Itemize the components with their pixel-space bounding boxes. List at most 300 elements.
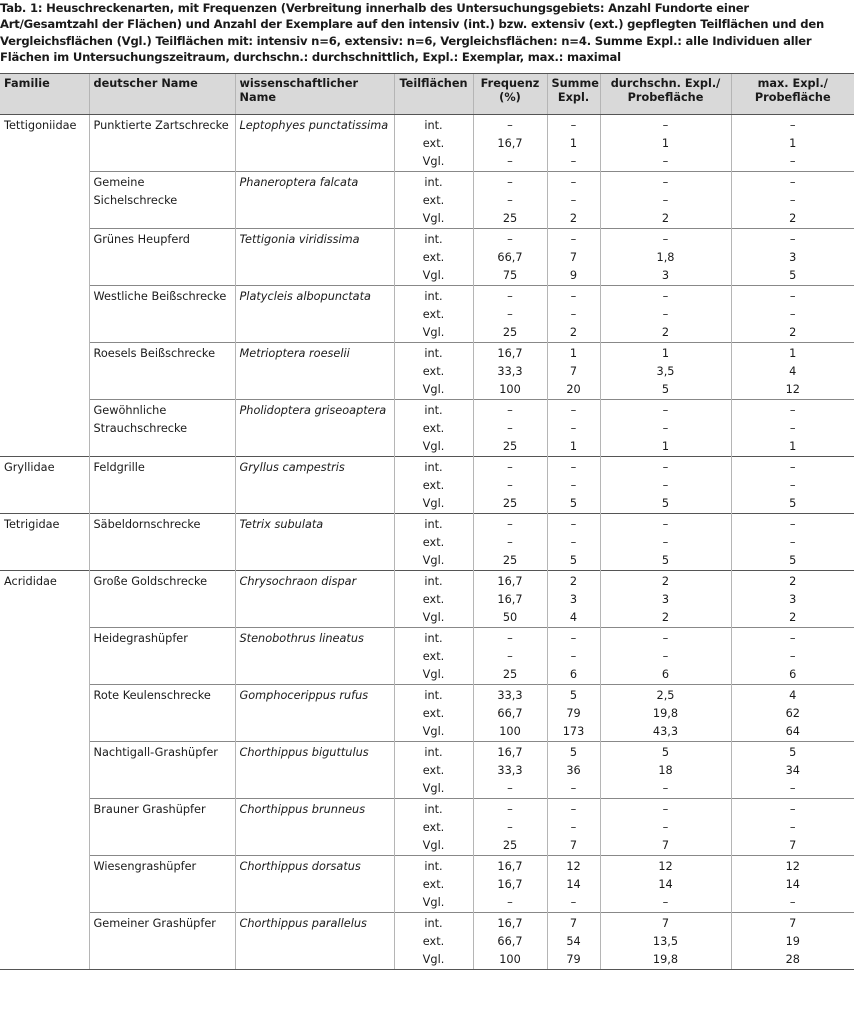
cell-teil bbox=[394, 742, 473, 799]
cell-familie bbox=[0, 115, 89, 172]
cell-deutscher-name bbox=[89, 229, 235, 286]
deutscher-name-text: Westliche Beißschrecke bbox=[93, 290, 227, 303]
cell-max bbox=[731, 343, 854, 400]
cell-summe bbox=[547, 172, 600, 229]
max-value: – bbox=[789, 821, 796, 834]
cell-wissenschaftlicher-name bbox=[235, 571, 394, 628]
cell-teil bbox=[394, 286, 473, 343]
cell-summe bbox=[547, 229, 600, 286]
max-value: – bbox=[789, 803, 796, 816]
cell-summe bbox=[547, 742, 600, 799]
teil-value: int. bbox=[424, 404, 443, 417]
cell-freq bbox=[473, 685, 547, 742]
teil-value: int. bbox=[424, 803, 443, 816]
max-value: – bbox=[789, 404, 796, 417]
cell-deutscher-name bbox=[89, 571, 235, 628]
table-row bbox=[0, 457, 854, 514]
cell-max bbox=[731, 799, 854, 856]
cell-wissenschaftlicher-name bbox=[235, 742, 394, 799]
durch-value: 1 bbox=[661, 440, 670, 453]
durch-value: – bbox=[662, 803, 669, 816]
durch-value: 19,8 bbox=[652, 707, 679, 720]
cell-teil bbox=[394, 685, 473, 742]
cell-summe bbox=[547, 628, 600, 685]
durch-value: – bbox=[662, 518, 669, 531]
teil-value: int. bbox=[424, 746, 443, 759]
wissenschaftlicher-name-text: Chorthippus brunneus bbox=[239, 803, 366, 816]
cell-durch bbox=[600, 400, 731, 457]
table-row bbox=[0, 685, 854, 742]
teil-value: ext. bbox=[422, 650, 445, 663]
teil-value: ext. bbox=[422, 935, 445, 948]
header-frequenz: Frequenz (%) bbox=[473, 74, 547, 115]
cell-wissenschaftlicher-name bbox=[235, 856, 394, 913]
summe-value: 20 bbox=[566, 383, 581, 396]
wissenschaftlicher-name-text: Stenobothrus lineatus bbox=[239, 632, 364, 645]
cell-deutscher-name bbox=[89, 514, 235, 571]
max-value: 4 bbox=[789, 689, 797, 702]
cell-familie bbox=[0, 172, 89, 229]
cell-deutscher-name bbox=[89, 742, 235, 799]
teil-value: ext. bbox=[422, 251, 445, 264]
cell-teil bbox=[394, 115, 473, 172]
freq-value: 33,3 bbox=[497, 365, 523, 378]
durch-value: – bbox=[662, 308, 669, 321]
table-row bbox=[0, 742, 854, 799]
summe-value: – bbox=[570, 404, 577, 417]
cell-max bbox=[731, 400, 854, 457]
teil-value: Vgl. bbox=[422, 953, 445, 966]
freq-value: 25 bbox=[502, 668, 518, 681]
max-value: 62 bbox=[785, 707, 800, 720]
freq-value: – bbox=[507, 422, 513, 435]
max-value: 1 bbox=[789, 440, 797, 453]
max-value: – bbox=[789, 119, 796, 132]
cell-freq bbox=[473, 343, 547, 400]
freq-value: – bbox=[507, 896, 513, 909]
deutscher-name-text: Gewöhnliche Strauchschrecke bbox=[93, 404, 188, 435]
cell-freq bbox=[473, 742, 547, 799]
teil-value: ext. bbox=[422, 821, 445, 834]
durch-value: 1,8 bbox=[656, 251, 675, 264]
max-value: – bbox=[789, 155, 796, 168]
wissenschaftlicher-name-text: Chorthippus dorsatus bbox=[239, 860, 361, 873]
table-row bbox=[0, 343, 854, 400]
summe-value: 1 bbox=[569, 347, 578, 360]
summe-value: 7 bbox=[569, 365, 578, 378]
cell-durch bbox=[600, 685, 731, 742]
cell-freq bbox=[473, 286, 547, 343]
max-value: 5 bbox=[789, 746, 797, 759]
table-row bbox=[0, 514, 854, 571]
table-row bbox=[0, 400, 854, 457]
max-value: 7 bbox=[789, 839, 797, 852]
max-value: 64 bbox=[785, 725, 800, 738]
max-value: 2 bbox=[789, 212, 797, 225]
summe-value: 5 bbox=[569, 554, 578, 567]
durch-value: – bbox=[662, 461, 669, 474]
wissenschaftlicher-name-text: Chorthippus biguttulus bbox=[239, 746, 369, 759]
summe-value: 2 bbox=[569, 212, 578, 225]
max-value: – bbox=[789, 233, 796, 246]
cell-max bbox=[731, 286, 854, 343]
table-body bbox=[0, 115, 854, 970]
freq-value: – bbox=[507, 479, 513, 492]
table-row bbox=[0, 571, 854, 628]
cell-wissenschaftlicher-name bbox=[235, 685, 394, 742]
durch-value: – bbox=[662, 290, 669, 303]
cell-durch bbox=[600, 115, 731, 172]
max-value: 7 bbox=[789, 917, 797, 930]
summe-value: 6 bbox=[569, 668, 578, 681]
cell-max bbox=[731, 571, 854, 628]
familie-text: Gryllidae bbox=[4, 461, 55, 474]
wissenschaftlicher-name-text: Tettigonia viridissima bbox=[239, 233, 360, 246]
header-durchschn-expl: durchschn. Expl./ Probefläche bbox=[600, 74, 731, 115]
cell-freq bbox=[473, 172, 547, 229]
deutscher-name-text: Roesels Beißschrecke bbox=[93, 347, 216, 360]
cell-familie bbox=[0, 628, 89, 685]
max-value: 2 bbox=[789, 611, 797, 624]
cell-max bbox=[731, 115, 854, 172]
freq-value: 16,7 bbox=[497, 860, 523, 873]
durch-value: 5 bbox=[661, 554, 670, 567]
table-row bbox=[0, 628, 854, 685]
cell-durch bbox=[600, 799, 731, 856]
durch-value: 3 bbox=[661, 593, 670, 606]
cell-freq bbox=[473, 514, 547, 571]
freq-value: 75 bbox=[502, 269, 518, 282]
teil-value: ext. bbox=[422, 707, 445, 720]
freq-value: 25 bbox=[502, 839, 518, 852]
summe-value: – bbox=[570, 422, 577, 435]
teil-value: ext. bbox=[422, 536, 445, 549]
freq-value: 66,7 bbox=[497, 251, 523, 264]
max-value: 14 bbox=[785, 878, 800, 891]
freq-value: 100 bbox=[499, 725, 521, 738]
teil-value: ext. bbox=[422, 593, 445, 606]
freq-value: 16,7 bbox=[497, 746, 523, 759]
cell-summe bbox=[547, 115, 600, 172]
summe-value: – bbox=[570, 536, 577, 549]
cell-max bbox=[731, 229, 854, 286]
freq-value: 25 bbox=[502, 554, 518, 567]
freq-value: – bbox=[507, 803, 513, 816]
durch-value: – bbox=[662, 650, 669, 663]
durch-value: 2 bbox=[661, 611, 670, 624]
durch-value: – bbox=[662, 233, 669, 246]
cell-max bbox=[731, 685, 854, 742]
deutscher-name-text: Große Goldschrecke bbox=[93, 575, 208, 588]
freq-value: – bbox=[507, 782, 513, 795]
summe-value: 36 bbox=[566, 764, 581, 777]
freq-value: – bbox=[507, 155, 513, 168]
freq-value: 33,3 bbox=[497, 764, 523, 777]
header-wissenschaftlicher-name: wissenschaftlicher Name bbox=[235, 74, 394, 115]
freq-value: 25 bbox=[502, 440, 518, 453]
cell-teil bbox=[394, 172, 473, 229]
teil-value: int. bbox=[424, 233, 443, 246]
durch-value: 3 bbox=[661, 269, 670, 282]
cell-max bbox=[731, 856, 854, 913]
familie-text: Acrididae bbox=[4, 575, 57, 588]
durch-value: 14 bbox=[658, 878, 673, 891]
durch-value: 19,8 bbox=[652, 953, 679, 966]
freq-value: 25 bbox=[502, 497, 518, 510]
cell-summe bbox=[547, 343, 600, 400]
max-value: – bbox=[789, 536, 796, 549]
freq-value: 16,7 bbox=[497, 593, 523, 606]
teil-value: ext. bbox=[422, 137, 445, 150]
deutscher-name-text: Rote Keulenschrecke bbox=[93, 689, 211, 702]
summe-value: 12 bbox=[566, 860, 581, 873]
durch-value: – bbox=[662, 119, 669, 132]
cell-familie bbox=[0, 400, 89, 457]
table-row bbox=[0, 286, 854, 343]
freq-value: 16,7 bbox=[497, 137, 523, 150]
familie-text: Tetrigidae bbox=[4, 518, 60, 531]
cell-deutscher-name bbox=[89, 685, 235, 742]
summe-value: 14 bbox=[566, 878, 581, 891]
teil-value: int. bbox=[424, 575, 443, 588]
table-row bbox=[0, 799, 854, 856]
durch-value: 2 bbox=[661, 326, 670, 339]
freq-value: – bbox=[507, 194, 513, 207]
summe-value: 5 bbox=[569, 689, 578, 702]
cell-summe bbox=[547, 799, 600, 856]
wissenschaftlicher-name-text: Chorthippus parallelus bbox=[239, 917, 367, 930]
freq-value: 100 bbox=[499, 383, 521, 396]
cell-deutscher-name bbox=[89, 799, 235, 856]
durch-value: 43,3 bbox=[652, 725, 679, 738]
cell-freq bbox=[473, 457, 547, 514]
summe-value: – bbox=[570, 782, 577, 795]
wissenschaftlicher-name-text: Gryllus campestris bbox=[239, 461, 345, 474]
summe-value: – bbox=[570, 479, 577, 492]
max-value: 3 bbox=[789, 593, 797, 606]
cell-familie bbox=[0, 514, 89, 571]
cell-teil bbox=[394, 343, 473, 400]
summe-value: – bbox=[570, 650, 577, 663]
freq-value: – bbox=[507, 536, 513, 549]
cell-deutscher-name bbox=[89, 628, 235, 685]
freq-value: 16,7 bbox=[497, 575, 523, 588]
header-familie: Familie bbox=[0, 74, 89, 115]
cell-freq bbox=[473, 400, 547, 457]
teil-value: Vgl. bbox=[422, 668, 445, 681]
summe-value: 7 bbox=[569, 251, 578, 264]
header-summe-expl: Summe Expl. bbox=[547, 74, 600, 115]
deutscher-name-text: Gemeiner Grashüpfer bbox=[93, 917, 216, 930]
cell-max bbox=[731, 172, 854, 229]
max-value: 12 bbox=[785, 383, 800, 396]
table-row bbox=[0, 913, 854, 970]
cell-max bbox=[731, 742, 854, 799]
freq-value: 16,7 bbox=[497, 878, 523, 891]
teil-value: Vgl. bbox=[422, 497, 445, 510]
teil-value: Vgl. bbox=[422, 269, 445, 282]
summe-value: 54 bbox=[566, 935, 581, 948]
durch-value: – bbox=[662, 155, 669, 168]
max-value: 1 bbox=[789, 347, 797, 360]
durch-value: – bbox=[662, 632, 669, 645]
cell-teil bbox=[394, 856, 473, 913]
freq-value: – bbox=[507, 821, 513, 834]
summe-value: – bbox=[570, 233, 577, 246]
freq-value: 66,7 bbox=[497, 935, 523, 948]
max-value: 34 bbox=[785, 764, 800, 777]
summe-value: 3 bbox=[569, 593, 578, 606]
freq-value: – bbox=[507, 233, 513, 246]
cell-teil bbox=[394, 229, 473, 286]
cell-wissenschaftlicher-name bbox=[235, 628, 394, 685]
durch-value: 5 bbox=[661, 746, 670, 759]
species-table bbox=[0, 73, 854, 970]
cell-wissenschaftlicher-name bbox=[235, 799, 394, 856]
freq-value: 16,7 bbox=[497, 917, 523, 930]
summe-value: – bbox=[570, 821, 577, 834]
cell-teil bbox=[394, 913, 473, 970]
cell-familie bbox=[0, 913, 89, 970]
cell-deutscher-name bbox=[89, 457, 235, 514]
max-value: – bbox=[789, 176, 796, 189]
deutscher-name-text: Nachtigall-Grashüpfer bbox=[93, 746, 218, 759]
summe-value: 2 bbox=[569, 326, 578, 339]
durch-value: – bbox=[662, 536, 669, 549]
cell-durch bbox=[600, 286, 731, 343]
cell-wissenschaftlicher-name bbox=[235, 913, 394, 970]
teil-value: ext. bbox=[422, 422, 445, 435]
wissenschaftlicher-name-text: Tetrix subulata bbox=[239, 518, 324, 531]
summe-value: 2 bbox=[569, 575, 578, 588]
max-value: 6 bbox=[789, 668, 797, 681]
cell-freq bbox=[473, 628, 547, 685]
cell-durch bbox=[600, 571, 731, 628]
table-row bbox=[0, 172, 854, 229]
durch-value: 1 bbox=[661, 137, 670, 150]
freq-value: – bbox=[507, 632, 513, 645]
max-value: 5 bbox=[789, 269, 797, 282]
teil-value: int. bbox=[424, 119, 443, 132]
durch-value: 6 bbox=[661, 668, 670, 681]
max-value: 1 bbox=[789, 137, 797, 150]
teil-value: ext. bbox=[422, 194, 445, 207]
cell-teil bbox=[394, 571, 473, 628]
cell-summe bbox=[547, 571, 600, 628]
teil-value: int. bbox=[424, 917, 443, 930]
teil-value: ext. bbox=[422, 308, 445, 321]
teil-value: Vgl. bbox=[422, 383, 445, 396]
teil-value: Vgl. bbox=[422, 725, 445, 738]
wissenschaftlicher-name-text: Gomphocerippus rufus bbox=[239, 689, 369, 702]
cell-max bbox=[731, 514, 854, 571]
wissenschaftlicher-name-text: Chrysochraon dispar bbox=[239, 575, 357, 588]
summe-value: 1 bbox=[569, 440, 578, 453]
max-value: – bbox=[789, 650, 796, 663]
max-value: 5 bbox=[789, 554, 797, 567]
summe-value: – bbox=[570, 290, 577, 303]
cell-deutscher-name bbox=[89, 913, 235, 970]
durch-value: 5 bbox=[661, 383, 670, 396]
cell-teil bbox=[394, 799, 473, 856]
teil-value: Vgl. bbox=[422, 554, 445, 567]
summe-value: 79 bbox=[566, 953, 581, 966]
cell-deutscher-name bbox=[89, 400, 235, 457]
cell-summe bbox=[547, 457, 600, 514]
cell-durch bbox=[600, 172, 731, 229]
deutscher-name-text: Punktierte Zartschrecke bbox=[93, 119, 229, 132]
wissenschaftlicher-name-text: Phaneroptera falcata bbox=[239, 176, 359, 189]
table-row bbox=[0, 856, 854, 913]
freq-value: – bbox=[507, 461, 513, 474]
summe-value: – bbox=[570, 461, 577, 474]
table-caption: Tab. 1: Heuschreckenarten, mit Frequenzen (Verbreitung innerhalb des Untersuchungsgebiets: Anzahl Fundorte einer Art/Gesamtzahl der Flächen) und Anzahl der Exemplare auf den intensiv (int.) bzw. extensiv (ext.) gepflegten Teilflächen und den Vergleichsflächen (Vgl.) Teilflächen mit: intensiv n=6, extensiv: n=6, Vergleichsflächen: n=4. Summe Expl.: alle Individuen aller Flächen im Untersuchungszeitraum, durchschn.: durchschnittlich, Expl.: Exemplar, max.: maximal bbox=[0, 1, 825, 65]
cell-durch bbox=[600, 229, 731, 286]
teil-value: int. bbox=[424, 518, 443, 531]
max-value: – bbox=[789, 479, 796, 492]
deutscher-name-text: Gemeine Sichelschrecke bbox=[93, 176, 178, 207]
summe-value: – bbox=[570, 119, 577, 132]
durch-value: – bbox=[662, 821, 669, 834]
max-value: – bbox=[789, 461, 796, 474]
cell-freq bbox=[473, 856, 547, 913]
summe-value: 173 bbox=[562, 725, 585, 738]
durch-value: 13,5 bbox=[652, 935, 679, 948]
teil-value: int. bbox=[424, 290, 443, 303]
teil-value: Vgl. bbox=[422, 839, 445, 852]
durch-value: 7 bbox=[661, 917, 670, 930]
max-value: 3 bbox=[789, 251, 797, 264]
header-max-expl: max. Expl./ Probefläche bbox=[731, 74, 854, 115]
summe-value: – bbox=[570, 176, 577, 189]
cell-teil bbox=[394, 514, 473, 571]
durch-value: 1 bbox=[661, 347, 670, 360]
teil-value: Vgl. bbox=[422, 440, 445, 453]
max-value: 2 bbox=[789, 575, 797, 588]
deutscher-name-text: Wiesengrashüpfer bbox=[93, 860, 197, 873]
max-value: 5 bbox=[789, 497, 797, 510]
freq-value: – bbox=[507, 290, 513, 303]
table-row bbox=[0, 229, 854, 286]
durch-value: – bbox=[662, 194, 669, 207]
teil-value: ext. bbox=[422, 878, 445, 891]
cell-durch bbox=[600, 742, 731, 799]
cell-wissenschaftlicher-name bbox=[235, 286, 394, 343]
cell-wissenschaftlicher-name bbox=[235, 229, 394, 286]
durch-value: 18 bbox=[658, 764, 673, 777]
cell-familie bbox=[0, 457, 89, 514]
familie-text: Tettigoniidae bbox=[4, 119, 77, 132]
cell-wissenschaftlicher-name bbox=[235, 343, 394, 400]
cell-max bbox=[731, 628, 854, 685]
cell-durch bbox=[600, 628, 731, 685]
summe-value: 1 bbox=[569, 137, 578, 150]
summe-value: 9 bbox=[569, 269, 578, 282]
freq-value: 66,7 bbox=[497, 707, 523, 720]
teil-value: ext. bbox=[422, 365, 445, 378]
durch-value: – bbox=[662, 479, 669, 492]
durch-value: 12 bbox=[658, 860, 673, 873]
freq-value: 50 bbox=[502, 611, 518, 624]
cell-familie bbox=[0, 742, 89, 799]
teil-value: Vgl. bbox=[422, 896, 445, 909]
cell-durch bbox=[600, 856, 731, 913]
freq-value: – bbox=[507, 176, 513, 189]
teil-value: int. bbox=[424, 860, 443, 873]
cell-familie bbox=[0, 286, 89, 343]
freq-value: 33,3 bbox=[497, 689, 523, 702]
teil-value: int. bbox=[424, 176, 443, 189]
